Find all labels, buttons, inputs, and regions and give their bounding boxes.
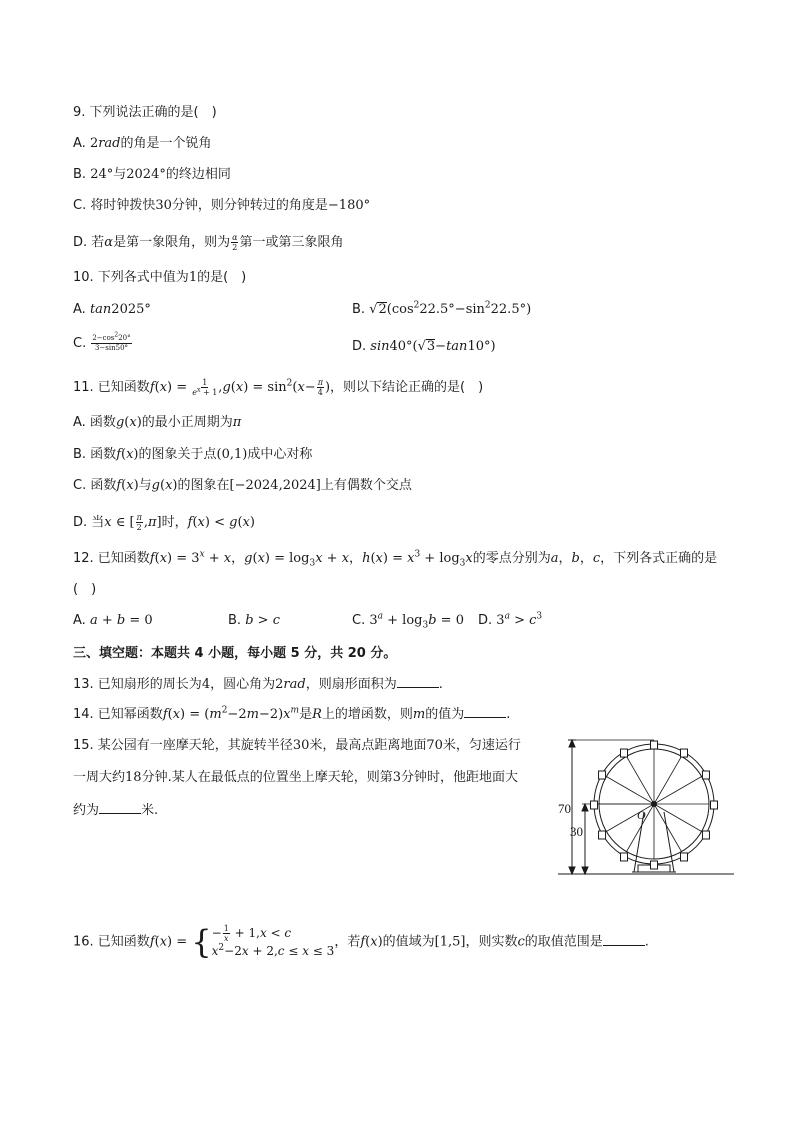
- wheel-cabin: [681, 853, 688, 861]
- wheel-cabin: [681, 749, 688, 757]
- wheel-cabin: [651, 861, 658, 869]
- q15-line2: 一周大约18分钟.某人在最低点的位置坐上摩天轮，则第3分钟时，他距地面大: [73, 770, 518, 785]
- q11-option-a: A. 函数g(x)的最小正周期为π: [73, 415, 242, 430]
- wheel-cabin: [621, 749, 628, 757]
- wheel-spoke: [654, 804, 702, 832]
- q12-stem-paren: ( ): [73, 582, 97, 597]
- q10-option-c: C. $\frac{2-\cos^220^\circ}{3-\sin 50^\circ}$: [73, 331, 131, 352]
- label-30: 30: [570, 824, 583, 839]
- wheel-cabin: [702, 831, 709, 839]
- wheel-cabin: [702, 771, 709, 779]
- q9-option-d: D. 若α是第一象限角，则为 $\frac{\alpha}{2}$ 第一或第三象限角: [73, 233, 344, 252]
- q12-option-b: B. b > c: [228, 613, 280, 628]
- q9-option-a: A. 2rad的角是一个锐角: [73, 136, 212, 151]
- q13-blank[interactable]: [397, 675, 439, 688]
- wheel-cabin: [591, 801, 598, 809]
- q9-stem: 9. 下列说法正确的是( ): [73, 105, 217, 120]
- wheel-cabin: [651, 741, 658, 749]
- wheel-spoke: [606, 777, 654, 805]
- q9-option-c: C. 将时钟拨快30分钟，则分钟转过的角度是−180°: [73, 198, 371, 213]
- q14: 14. 已知幂函数$f(x) = (m^2-2m-2)x^m$是R上的增函数，则m的值为 .: [73, 705, 511, 722]
- q11-option-c: C. 函数f(x)与g(x)的图象在[−2024,2024]上有偶数个交点: [73, 478, 412, 493]
- q15-line3: 约为 米.: [73, 803, 159, 818]
- q10-option-d: D. sin40°(√3−tan10°): [352, 339, 496, 354]
- wheel-spoke: [654, 756, 682, 804]
- ferris-wheel-figure: [558, 736, 734, 882]
- label-center-o: O: [637, 808, 646, 822]
- q16-blank[interactable]: [603, 933, 645, 946]
- q10-stem: 10. 下列各式中值为1的是( ): [73, 270, 247, 285]
- q10-option-b: B. $√2(\cos^222.5^\circ-\sin^222.5^\circ)$: [352, 300, 532, 317]
- q14-blank[interactable]: [464, 705, 506, 718]
- q10-option-a: A. tan2025°: [73, 302, 151, 317]
- q12-option-a: A. a + b = 0: [73, 613, 153, 628]
- q9-option-b: B. 24°与2024°的终边相同: [73, 167, 231, 182]
- q11-option-d: D. 当x ∈ [ $\frac{\pi}{2}$ ,π]时，f(x) < g(x): [73, 513, 255, 532]
- q11-option-b: B. 函数f(x)的图象关于点(0,1)成中心对称: [73, 447, 313, 462]
- wheel-cabin: [711, 801, 718, 809]
- wheel-spoke: [606, 804, 654, 832]
- wheel-spoke: [627, 756, 655, 804]
- q15-blank[interactable]: [99, 801, 141, 814]
- q15-line1: 15. 某公园有一座摩天轮，其旋转半径30米，最高点距离地面70米，匀速运行: [73, 738, 521, 753]
- wheel-cabin: [599, 771, 606, 779]
- q13: 13. 已知扇形的周长为4，圆心角为2rad，则扇形面积为 .: [73, 677, 443, 692]
- q16: 16. 已知函数f(x) = { − $\frac{1}{x}$ + 1,x < c $x^2-2x + 2,c \le x \le 3$ ，若f(x)的值域为[1,5]，则实数c的取值范围是 .: [73, 923, 649, 961]
- q12-option-c: C. $3^a + \log_3b = 0$: [352, 611, 464, 631]
- q12-option-d: D. $3^a > c^3$: [478, 611, 543, 628]
- wheel-cabin: [621, 853, 628, 861]
- q11-stem: 11. 已知函数f(x) = $\frac{1}{e^x + 1}$ $,g(x) = \sin^2(x-$ $\frac{\pi}{4}$ )，则以下结论正确的是( ): [73, 378, 484, 397]
- q12-stem: 12. 已知函数$f(x) = 3^x + x$，$g(x) = \log_3x + x$，$h(x) = x^3 + \log_3x$的零点分别为a，b，c，下列各式正确的是: [73, 549, 718, 569]
- wheel-spoke: [654, 777, 702, 805]
- wheel-spoke: [654, 804, 682, 852]
- section-3-heading: 三、填空题：本题共 4 小题，每小题 5 分，共 20 分。: [73, 646, 397, 661]
- wheel-cabin: [599, 831, 606, 839]
- label-70: 70: [558, 801, 571, 816]
